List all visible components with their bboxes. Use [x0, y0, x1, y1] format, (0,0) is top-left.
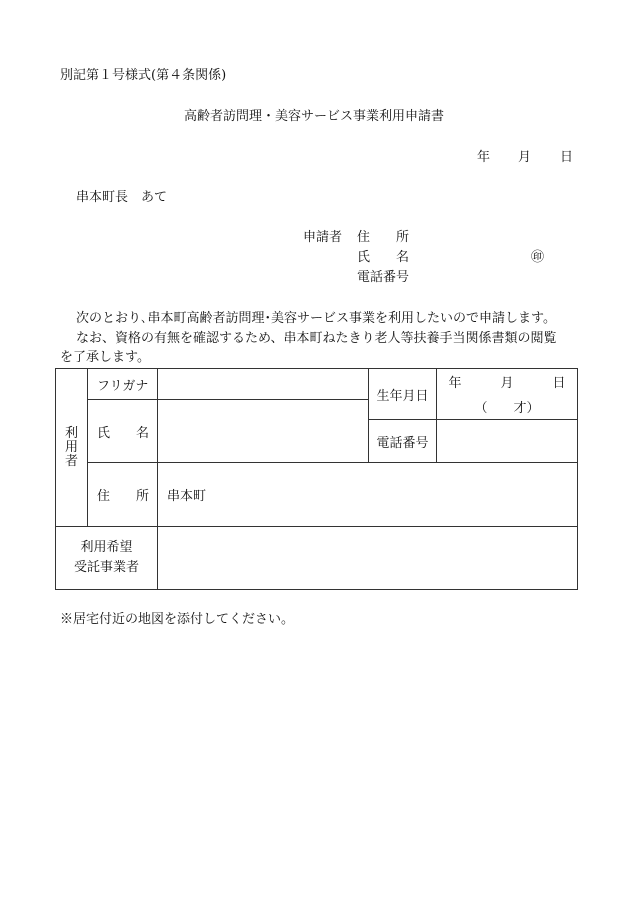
date-year-label: 年	[477, 150, 491, 165]
page-title: 高齢者訪問理・美容サービス事業利用申請書	[184, 109, 445, 124]
user-label-char-1: 利	[64, 425, 78, 441]
dob-label: 生年月日	[369, 369, 437, 420]
seal-mark: ㊞	[531, 250, 545, 265]
user-section-label	[56, 369, 88, 527]
date-month-label: 月	[518, 150, 532, 165]
furigana-field[interactable]	[158, 369, 369, 400]
dob-age: （ 才）	[474, 401, 540, 416]
address-label: 住 所	[88, 463, 158, 527]
addressee: 串本町長 あて	[76, 190, 168, 205]
applicant-label: 申請者	[303, 230, 343, 245]
footnote: ※居宅付近の地図を添付してください。	[60, 612, 295, 627]
applicant-phone-label: 電話番号	[357, 270, 410, 285]
date-day-label: 日	[560, 150, 574, 165]
provider-label-line-1: 利用希望	[80, 540, 133, 555]
name-label: 氏 名	[88, 400, 158, 463]
provider-label	[56, 527, 158, 590]
applicant-address-label: 住 所	[357, 230, 410, 245]
applicant-name-label: 氏 名	[357, 250, 410, 265]
provider-label-line-2: 受託事業者	[73, 560, 139, 575]
body-text-line-1: 次のとおり､串本町高齢者訪問理･美容サービス事業を利用したいので申請します。	[76, 311, 556, 326]
user-label-char-3: 者	[64, 453, 78, 469]
dob-field[interactable]	[437, 369, 578, 420]
address-field[interactable]: 串本町	[158, 463, 578, 527]
name-field[interactable]	[158, 400, 369, 463]
body-text-line-2: なお、資格の有無を確認するため、串本町ねたきり老人等扶養手当関係書類の閲覧	[76, 331, 557, 346]
application-table	[55, 368, 578, 590]
body-text-line-3: を了承します。	[60, 350, 150, 365]
phone-label: 電話番号	[369, 420, 437, 463]
form-number: 別記第１号様式(第４条関係)	[60, 68, 227, 83]
provider-field[interactable]	[158, 527, 578, 590]
phone-field[interactable]	[437, 420, 578, 463]
dob-ymd: 年 月 日	[448, 376, 566, 391]
furigana-label: フリガナ	[88, 369, 158, 400]
user-label-char-2: 用	[64, 439, 78, 455]
